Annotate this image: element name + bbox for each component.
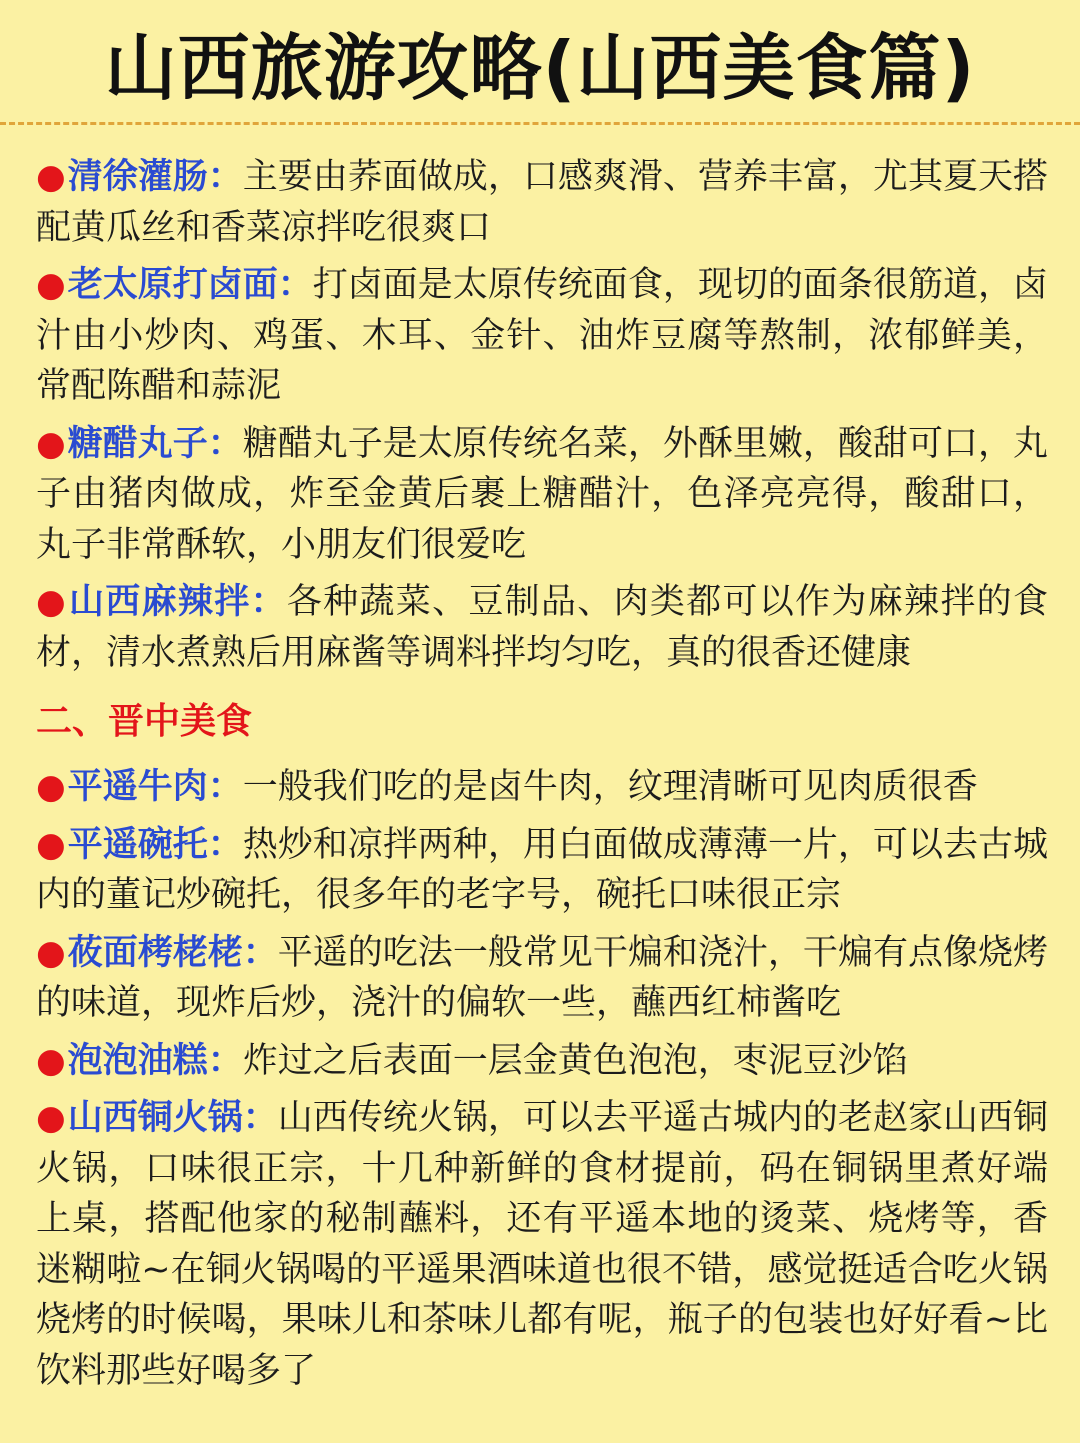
food-name: 泡泡油糕 xyxy=(67,1040,208,1081)
bullet-dot-icon: ● xyxy=(36,767,66,807)
food-item-tangcu-wanzi xyxy=(36,419,1048,571)
food-item-taiyuan-dalumian xyxy=(36,260,1048,412)
food-item-paopao-yougao xyxy=(36,1036,1048,1087)
food-item-pingyao-wantuo xyxy=(36,820,1048,921)
food-name: 平遥碗托 xyxy=(67,824,208,865)
food-name: 清徐灌肠 xyxy=(67,157,208,197)
food-description: 平遥的吃法一般常见干煸和浇汁，干煸有点像烧烤的味道，现炸后炒，浇汁的偏软一些，蘸西红柿酱吃 xyxy=(36,932,1048,1023)
food-item-tong-huoguo xyxy=(36,1093,1048,1396)
bullet-dot-icon: ● xyxy=(36,265,66,305)
bullet-dot-icon: ● xyxy=(36,1098,66,1138)
food-name-colon: ： xyxy=(207,824,243,865)
food-name-colon: ： xyxy=(207,423,243,464)
food-description: 一般我们吃的是卤牛肉，纹理清晰可见肉质很香 xyxy=(242,767,978,807)
food-description: 炸过之后表面一层金黄色泡泡，枣泥豆沙馅 xyxy=(242,1040,908,1081)
bullet-dot-icon: ● xyxy=(36,157,66,197)
food-name-colon: ： xyxy=(277,265,313,305)
food-name-colon: ： xyxy=(207,157,243,197)
food-name-colon: ： xyxy=(242,932,278,973)
bullet-dot-icon: ● xyxy=(36,932,66,973)
food-description: 山西传统火锅，可以去平遥古城内的老赵家山西铜火锅，口味很正宗，十几种新鲜的食材提前，码在铜锅里煮好端上桌，搭配他家的秘制蘸料，还有平遥本地的烫菜、烧烤等，香迷糊啦~在铜火锅喝的平遥果酒味道也很不错，感觉挺适合吃火锅烧烤的时候喝，果味儿和茶味儿都有呢，瓶子的包装也好好看~比饮料那些好喝多了 xyxy=(36,1098,1048,1391)
title-divider xyxy=(0,122,1080,125)
bullet-dot-icon: ● xyxy=(36,1040,66,1081)
section-heading-jinzhong: 二、晋中美食 xyxy=(36,701,253,742)
food-description: 各种蔬菜、豆制品、肉类都可以作为麻辣拌的食材，清水煮熟后用麻酱等调料拌均匀吃，真的很香还健康 xyxy=(36,582,1048,673)
article-body xyxy=(36,152,1048,1403)
food-name-colon: ： xyxy=(207,1040,243,1081)
food-description: 热炒和凉拌两种，用白面做成薄薄一片，可以去古城内的董记炒碗托，很多年的老字号，碗托口味很正宗 xyxy=(36,824,1048,915)
food-name: 山西铜火锅 xyxy=(67,1098,243,1138)
bullet-dot-icon: ● xyxy=(36,582,67,622)
food-name-colon: ： xyxy=(207,767,243,807)
food-name: 山西麻辣拌 xyxy=(68,582,251,622)
food-description: 打卤面是太原传统面食，现切的面条很筋道，卤汁由小炒肉、鸡蛋、木耳、金针、油炸豆腐等熬制，浓郁鲜美，常配陈醋和蒜泥 xyxy=(36,265,1048,406)
food-name: 糖醋丸子 xyxy=(67,423,208,464)
food-name-colon: ： xyxy=(250,582,287,622)
food-name: 老太原打卤面 xyxy=(67,265,278,305)
food-item-pingyao-niurou xyxy=(36,762,1048,813)
food-item-mala-ban xyxy=(36,577,1048,678)
food-item-youmian-kaolaolao xyxy=(36,928,1048,1029)
bullet-dot-icon: ● xyxy=(36,824,66,865)
food-item-qingxu-guanchang xyxy=(36,152,1048,253)
food-description: 主要由荞面做成，口感爽滑、营养丰富，尤其夏天搭配黄瓜丝和香菜凉拌吃很爽口 xyxy=(36,157,1048,248)
food-description: 糖醋丸子是太原传统名菜，外酥里嫩，酸甜可口，丸子由猪肉做成，炸至金黄后裹上糖醋汁，色泽亮亮得，酸甜口，丸子非常酥软，小朋友们很爱吃 xyxy=(36,423,1048,565)
food-name: 平遥牛肉 xyxy=(67,767,208,807)
bullet-dot-icon: ● xyxy=(36,423,66,464)
food-name-colon: ： xyxy=(242,1098,278,1138)
food-name: 莜面栲栳栳 xyxy=(67,932,243,973)
page-title: 山西旅游攻略(山西美食篇) xyxy=(104,26,976,110)
